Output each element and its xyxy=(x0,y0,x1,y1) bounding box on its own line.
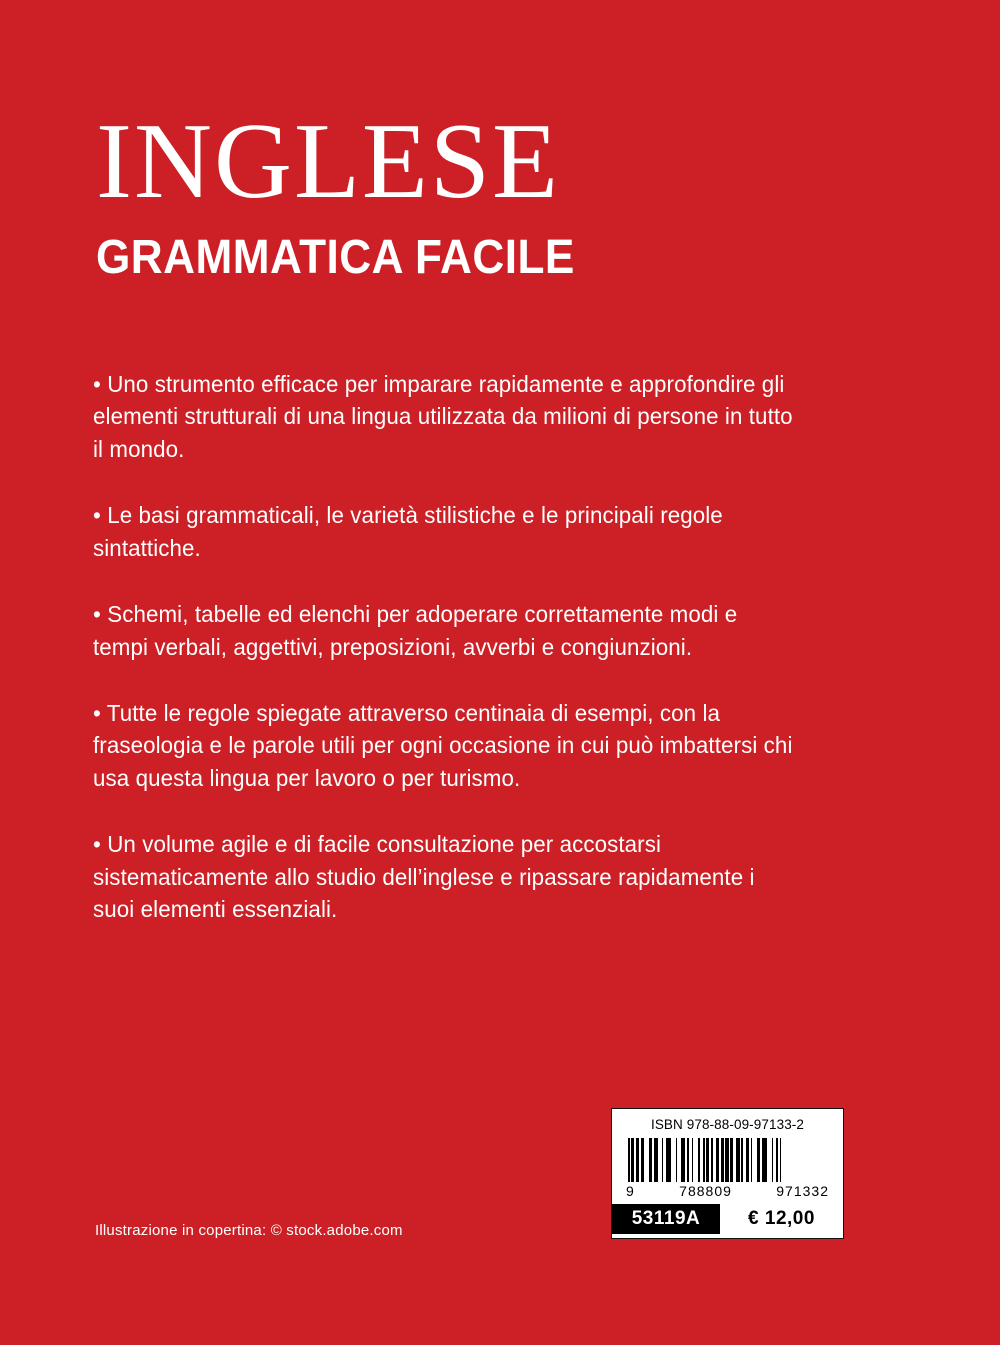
price-row xyxy=(612,1203,843,1234)
ean-right-digits: 971332 xyxy=(776,1183,829,1199)
price-value: € 12,00 xyxy=(720,1204,843,1234)
isbn-label: ISBN 978-88-09-97133-2 xyxy=(650,1117,805,1132)
ean-middle-digits: 788809 xyxy=(679,1183,732,1199)
blurb-list xyxy=(93,368,833,925)
blurb-item: • Schemi, tabelle ed elenchi per adoperare correttamente modi e tempi verbali, aggettivi, preposizioni, avverbi e congiunzioni. xyxy=(93,601,738,660)
blurb-item: • Un volume agile e di facile consultazione per accostarsi sistematicamente allo studio dell’inglese e ripassare rapidamente i suoi elementi essenziali. xyxy=(93,831,755,923)
page-title: INGLESE xyxy=(96,102,560,221)
title-block xyxy=(96,102,916,285)
ean-digits xyxy=(626,1183,829,1199)
barcode-block xyxy=(611,1108,844,1239)
blurb-item: • Le basi grammaticali, le varietà stilistiche e le principali regole sintattiche. xyxy=(93,502,723,561)
blurb-item: • Tutte le regole spiegate attraverso centinaia di esempi, con la fraseologia e le parole utili per ogni occasione in cui può imbattersi chi usa questa lingua per lavoro o per turismo. xyxy=(93,699,793,791)
blurb-item: • Uno strumento efficace per imparare rapidamente e approfondire gli elementi strutturali di una lingua utilizzata da milioni di persone in tutto il mondo. xyxy=(93,371,793,462)
ean-left-digit: 9 xyxy=(626,1183,635,1199)
cover-credit: Illustrazione in copertina: © stock.adobe.com xyxy=(95,1222,403,1239)
barcode-bars-icon xyxy=(628,1138,827,1182)
page-subtitle: GRAMMATICA FACILE xyxy=(96,231,575,284)
product-code: 53119A xyxy=(612,1204,720,1234)
